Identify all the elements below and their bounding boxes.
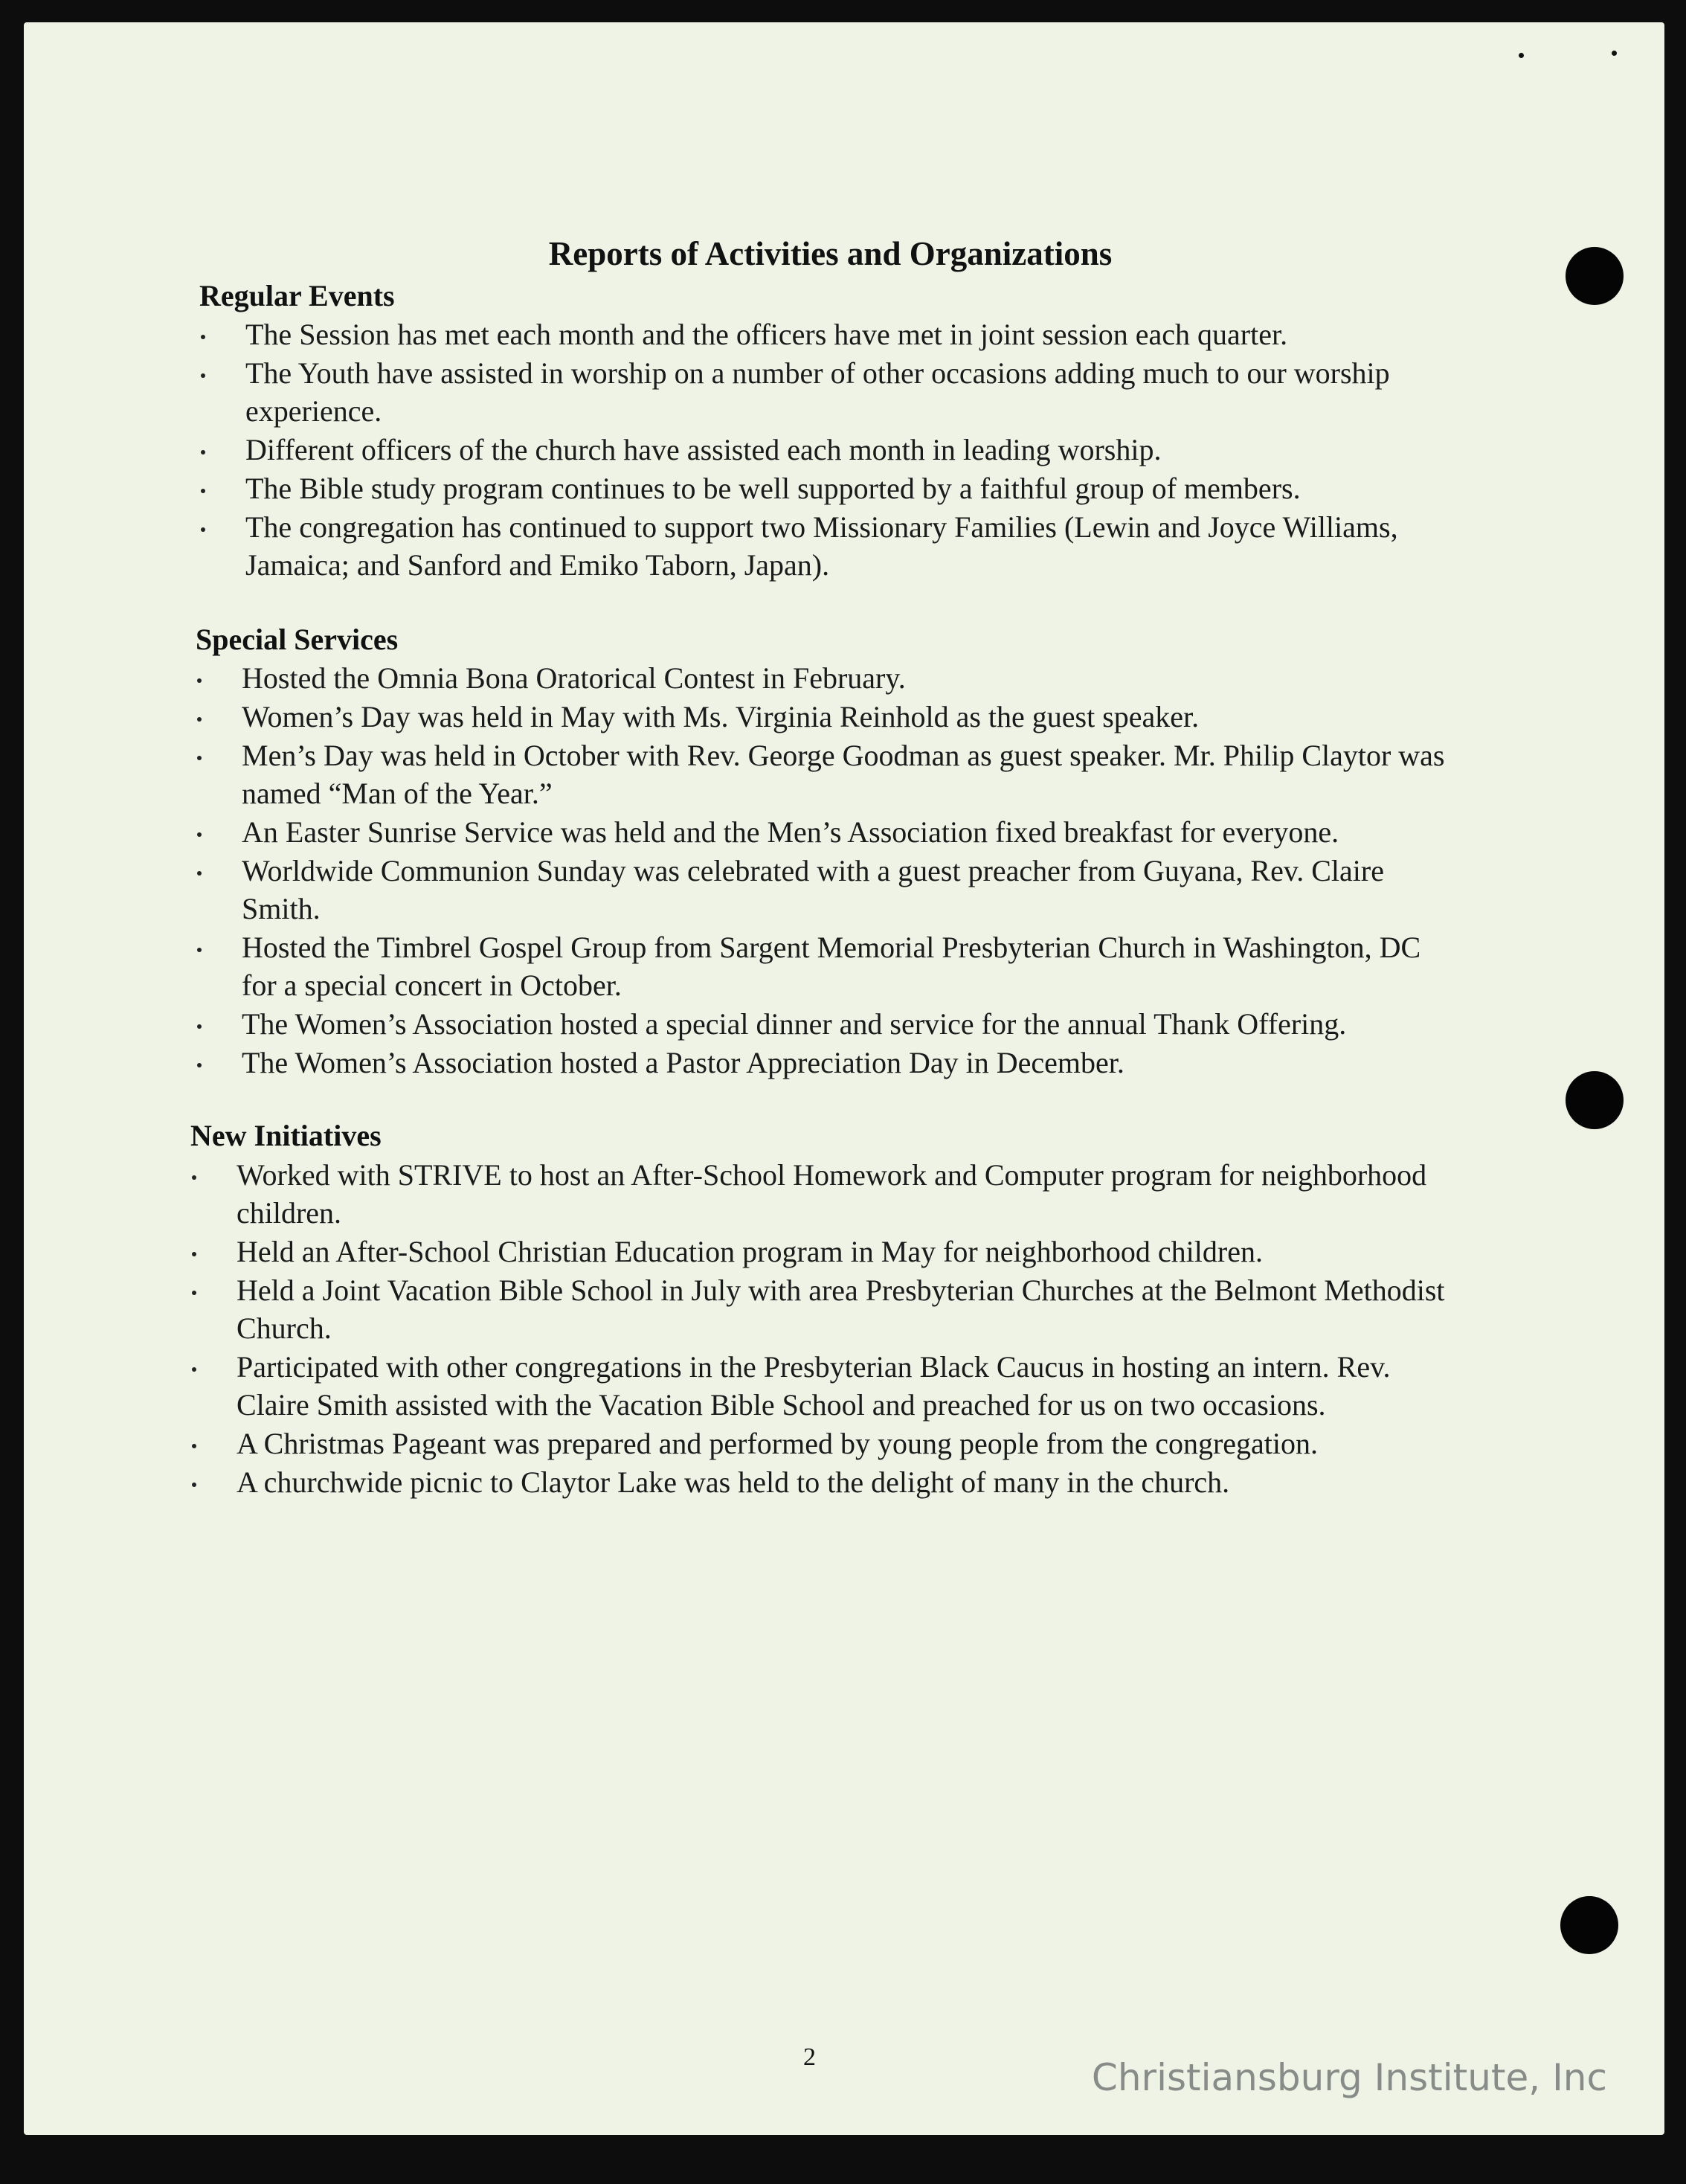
- new-initiatives-list: [192, 1156, 1456, 1502]
- list-item: The Bible study program continues to be well supported by a faithful group of members.: [201, 469, 1480, 507]
- watermark: Christiansburg Institute, Inc: [1091, 2056, 1607, 2099]
- page-number: 2: [803, 2043, 816, 2071]
- list-item: Different officers of the church have assisted each month in leading worship.: [201, 431, 1480, 469]
- special-services-list: [197, 659, 1461, 1082]
- list-item: An Easter Sunrise Service was held and the Men’s Association fixed breakfast for everyone.: [197, 813, 1461, 851]
- list-item: Held a Joint Vacation Bible School in July with area Presbyterian Churches at the Belmont Methodist Church.: [192, 1271, 1456, 1347]
- list-item: The Women’s Association hosted a Pastor Appreciation Day in December.: [197, 1044, 1461, 1082]
- list-item: The Session has met each month and the officers have met in joint session each quarter.: [201, 315, 1480, 353]
- list-item: Held an After-School Christian Education program in May for neighborhood children.: [192, 1233, 1456, 1271]
- paper-speck: [1612, 51, 1617, 56]
- list-item: Participated with other congregations in the Presbyterian Black Caucus in hosting an intern. Rev. Claire Smith assisted with the Vacation Bible School and preached for us on two occasions.: [192, 1348, 1456, 1424]
- section-heading-regular-events: Regular Events: [199, 279, 395, 312]
- list-item: The Youth have assisted in worship on a number of other occasions adding much to our worship experience.: [201, 354, 1480, 430]
- paper-speck: [1519, 53, 1524, 58]
- page-title: Reports of Activities and Organizations: [548, 235, 1113, 272]
- list-item: Worked with STRIVE to host an After-School Homework and Computer program for neighborhood children.: [192, 1156, 1456, 1232]
- list-item: Hosted the Timbrel Gospel Group from Sargent Memorial Presbyterian Church in Washington, DC for a special concert in October.: [197, 928, 1461, 1004]
- regular-events-list: [201, 315, 1480, 585]
- list-item: Men’s Day was held in October with Rev. George Goodman as guest speaker. Mr. Philip Claytor was named “Man of the Year.”: [197, 736, 1461, 812]
- section-heading-special-services: Special Services: [196, 623, 399, 656]
- section-heading-new-initiatives: New Initiatives: [190, 1119, 382, 1152]
- list-item: A Christmas Pageant was prepared and performed by young people from the congregation.: [192, 1425, 1456, 1462]
- list-item: The congregation has continued to support two Missionary Families (Lewin and Joyce Williams, Jamaica; and Sanford and Emiko Taborn, Japan).: [201, 508, 1480, 584]
- list-item: Women’s Day was held in May with Ms. Virginia Reinhold as the guest speaker.: [197, 698, 1461, 736]
- list-item: Hosted the Omnia Bona Oratorical Contest in February.: [197, 659, 1461, 697]
- list-item: Worldwide Communion Sunday was celebrated with a guest preacher from Guyana, Rev. Claire Smith.: [197, 852, 1461, 928]
- list-item: The Women’s Association hosted a special dinner and service for the annual Thank Offering.: [197, 1005, 1461, 1043]
- binder-hole-bottom: [1560, 1896, 1618, 1954]
- binder-hole-middle: [1566, 1071, 1624, 1129]
- list-item: A churchwide picnic to Claytor Lake was held to the delight of many in the church.: [192, 1463, 1456, 1501]
